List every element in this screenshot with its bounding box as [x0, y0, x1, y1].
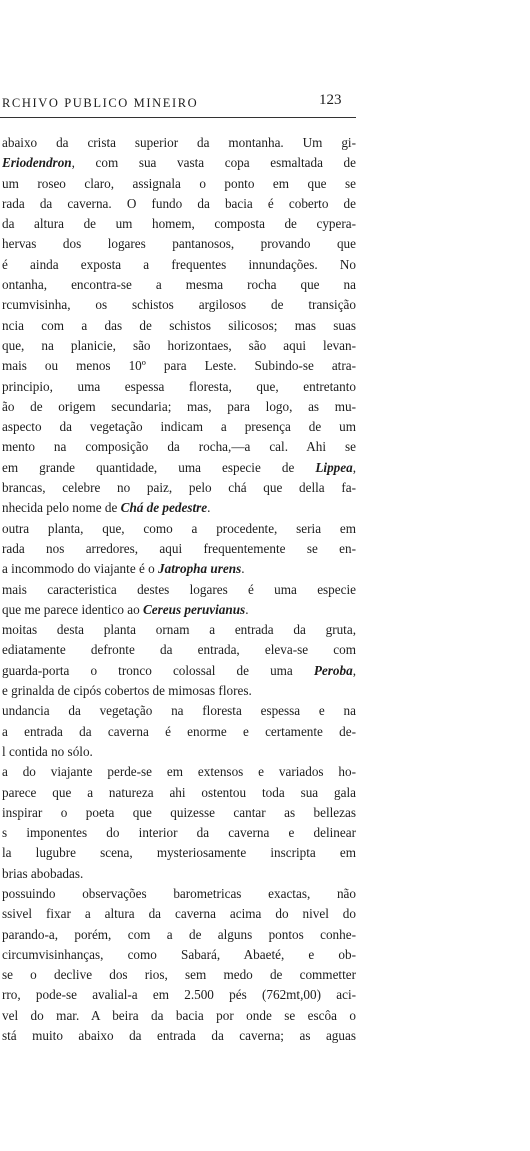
- running-header: [0, 92, 360, 114]
- text-line: mento na composição da rocha,—a cal. Ahi se: [2, 439, 356, 455]
- text-line: rada nos arredores, aqui frequentemente se en-: [2, 540, 356, 556]
- text-line: s imponentes do interior da caverna e delinear: [2, 825, 356, 841]
- text-line: aspecto da vegetação indicam a presença de um: [2, 419, 356, 435]
- running-title: RCHIVO PUBLICO MINEIRO: [2, 96, 199, 110]
- text-line: hervas dos logares pantanosos, provando que: [2, 236, 356, 252]
- text-line: possuindo observações barometricas exactas, não: [2, 885, 356, 901]
- text-line: abaixo da crista superior da montanha. Um gi-: [2, 135, 356, 150]
- text-line: la lugubre scena, mysteriosamente inscripta em: [2, 845, 356, 861]
- text-line: ontanha, encontra-se a mesma rocha que na: [2, 277, 356, 293]
- text-line: ediatamente defronte da entrada, eleva-se com: [2, 642, 356, 658]
- text-line: brancas, celebre no paiz, pelo chá que della fa-: [2, 480, 356, 496]
- text-line: outra planta, que, como a procedente, seria em: [2, 520, 356, 536]
- text-line: ssivel fixar a altura da caverna acima do nivel do: [2, 906, 356, 922]
- text-line: que me parece identico ao Cereus peruvianus.: [2, 601, 249, 617]
- text-line: rcumvisinha, os schistos argilosos de transição: [2, 297, 356, 313]
- text-line: rada da caverna. O fundo da bacia é coberto de: [2, 195, 356, 211]
- text-line: que, na planicie, são horizontaes, são aqui levan-: [2, 337, 356, 353]
- text-line: brias abobadas.: [2, 865, 84, 881]
- text-line: parece que a natureza ahi ostentou toda sua gala: [2, 784, 356, 800]
- text-line: mais ou menos 10º para Leste. Subindo-se atra-: [2, 358, 356, 374]
- text-line: nhecida pelo nome de Chá de pedestre.: [2, 500, 211, 516]
- text-line: um roseo claro, assignala o ponto em que se: [2, 175, 356, 191]
- header-rule: [0, 117, 356, 118]
- text-line: circumvisinhanças, como Sabará, Abaeté, e ob-: [2, 946, 356, 962]
- text-line: moitas desta planta ornam a entrada da gruta,: [2, 622, 356, 638]
- text-line: ncia com a das de schistos silicosos; mas suas: [2, 317, 356, 333]
- text-line: da altura de um homem, composta de cypera-: [2, 216, 356, 232]
- text-line: undancia da vegetação na floresta espessa e na: [2, 703, 356, 719]
- text-line: é ainda exposta a frequentes innundações. No: [2, 256, 356, 272]
- text-line: se o declive dos rios, sem medo de commetter: [2, 967, 356, 983]
- text-line: principio, uma espessa floresta, que, entretanto: [2, 378, 356, 394]
- text-line: guarda-porta o tronco colossal de uma Peroba,: [2, 662, 356, 678]
- text-line: mais caracteristica destes logares é uma especie: [2, 581, 356, 597]
- text-line: stá muito abaixo da entrada da caverna; as aguas: [2, 1028, 356, 1044]
- text-line: a incommodo do viajante é o Jatropha urens.: [2, 561, 245, 577]
- body-text: [2, 133, 356, 1046]
- text-line: Eriodendron, com sua vasta copa esmaltada de: [2, 155, 356, 171]
- text-line: ão de origem secundaria; mas, para logo, as mu-: [2, 398, 356, 414]
- text-line: e grinalda de cipós cobertos de mimosas flores.: [2, 683, 252, 699]
- text-line: em grande quantidade, uma especie de Lippea,: [2, 459, 356, 475]
- text-line: rro, pode-se avalial-a em 2.500 pés (762mt,00) aci-: [2, 987, 356, 1003]
- text-line: parando-a, porém, com a de alguns pontos conhe-: [2, 926, 356, 942]
- text-line: l contida no sólo.: [2, 743, 93, 759]
- text-line: vel do mar. A beira da bacia por onde se escôa o: [2, 1007, 356, 1023]
- page-number: 123: [319, 92, 342, 108]
- text-line: inspirar o poeta que quizesse cantar as bellezas: [2, 804, 356, 820]
- text-line: a entrada da caverna é enorme e certamente de-: [2, 723, 356, 739]
- text-line: a do viajante perde-se em extensos e variados ho-: [2, 764, 356, 780]
